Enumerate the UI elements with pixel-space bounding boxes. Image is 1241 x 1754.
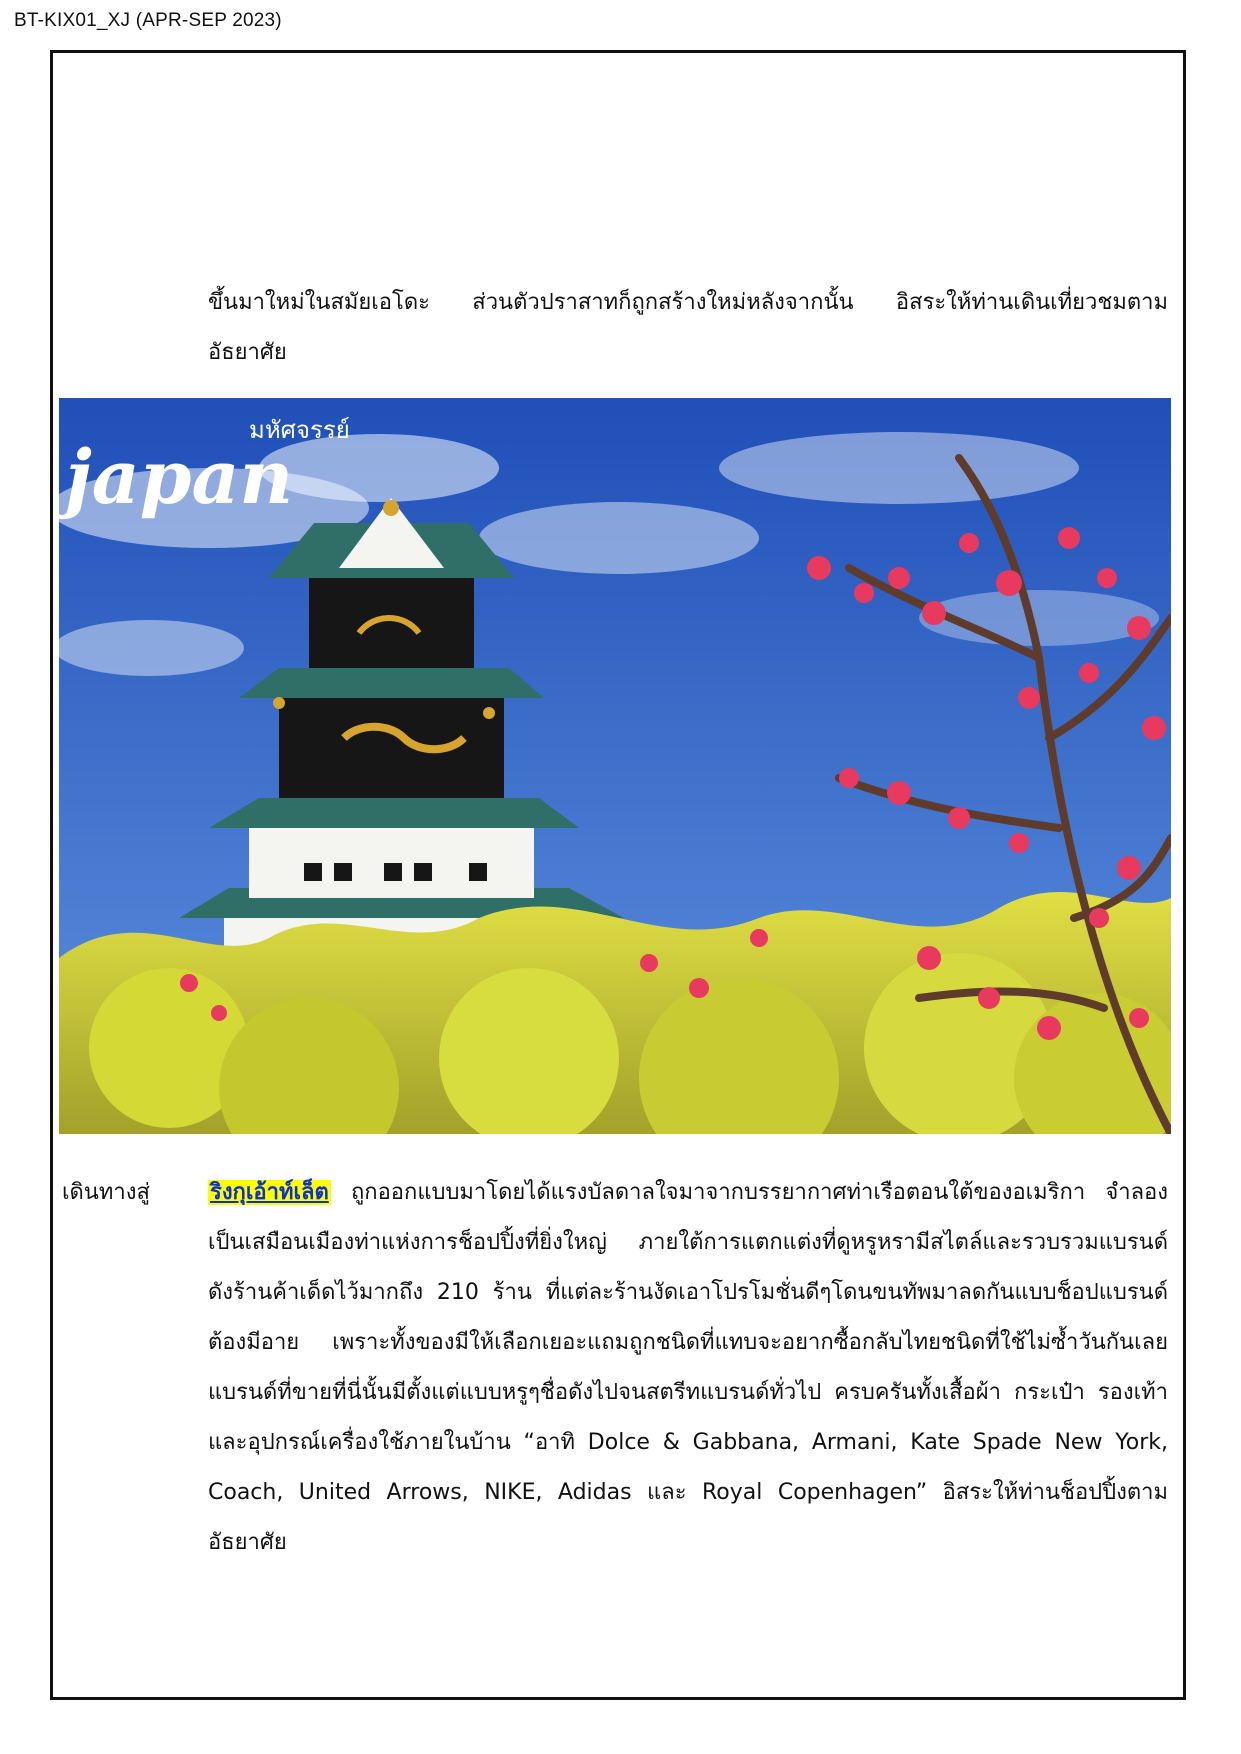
osaka-castle-photo — [59, 398, 1171, 1134]
castle-gold-detail — [383, 500, 399, 516]
castle-window — [414, 863, 432, 881]
castle-gold-detail — [483, 707, 495, 719]
castle-top-floor — [309, 578, 474, 668]
castle-window — [304, 863, 322, 881]
itinerary-body: ถูกออกแบบมาโดยได้แรงบัลดาลใจมาจากบรรยากาศท่าเรือตอนใต้ของอเมริกา จำลองเป็นเสมือนเมืองท่าแห่งการช็อปปิ้งที่ยิ่งใหญ่ ภายใต้การแตกแต่งที่ดูหรูหรามีสไตล์และรวบรวมแบรนด์ดังร้านค้าเด็ดไว้มากถึง 210 ร้าน ที่แต่ละร้านงัดเอาโปรโมชั่นดีๆโดนขนทัพมาลดกันแบบช็อปแบรนด์ต้องมีอาย เพราะทั้งของมีให้เลือกเยอะแถมถูกชนิดที่แทบจะอยากซื้อกลับไทยชนิดที่ใช้ไม่ซ้ำวันกันเลย แบรนด์ที่ขายที่นี่นั้นมีตั้งแต่แบบหรูๆชื่อดังไปจนสตรีทแบรนด์ทั่วไป ครบครันทั้งเสื้อผ้า กระเป๋า รองเท้า และอุปกรณ์เครื่องใช้ภายในบ้าน “อาทิ Dolce & Gabbana, Armani, Kate Spade New York, Coach, United Arrows, NIKE, Adidas และ Royal Copenhagen” อิสระให้ท่านช็อปปิ้งตามอัธยาศัย — [208, 1180, 1169, 1555]
itinerary-text — [208, 1168, 1168, 1568]
itinerary-paragraph — [208, 1168, 1168, 1568]
castle-gold-detail — [273, 697, 285, 709]
castle-window — [469, 863, 487, 881]
castle-roof — [239, 668, 544, 698]
intro-paragraph — [208, 278, 1168, 378]
castle-window — [334, 863, 352, 881]
brand-logo-text: japan — [65, 435, 294, 521]
cloud — [479, 502, 759, 574]
cloud — [59, 620, 244, 676]
brand-subtext: มหัศจรรย์ — [249, 416, 350, 444]
castle-floor — [279, 698, 504, 798]
castle-window — [384, 863, 402, 881]
itinerary-label: เดินทางสู่ — [62, 1180, 150, 1205]
cloud — [719, 432, 1079, 504]
cloud — [259, 434, 499, 502]
castle-roof — [209, 798, 579, 828]
highlight-place: ริงกุเอ้าท์เล็ต — [210, 1180, 329, 1205]
intro-text: ขึ้นมาใหม่ในสมัยเอโดะ ส่วนตัวปราสาทก็ถูกสร้างใหม่หลังจากนั้น อิสระให้ท่านเดินเที่ยวชมตามอัธยาศัย — [208, 290, 1168, 365]
document-code: BT-KIX01_XJ (APR-SEP 2023) — [14, 10, 282, 31]
